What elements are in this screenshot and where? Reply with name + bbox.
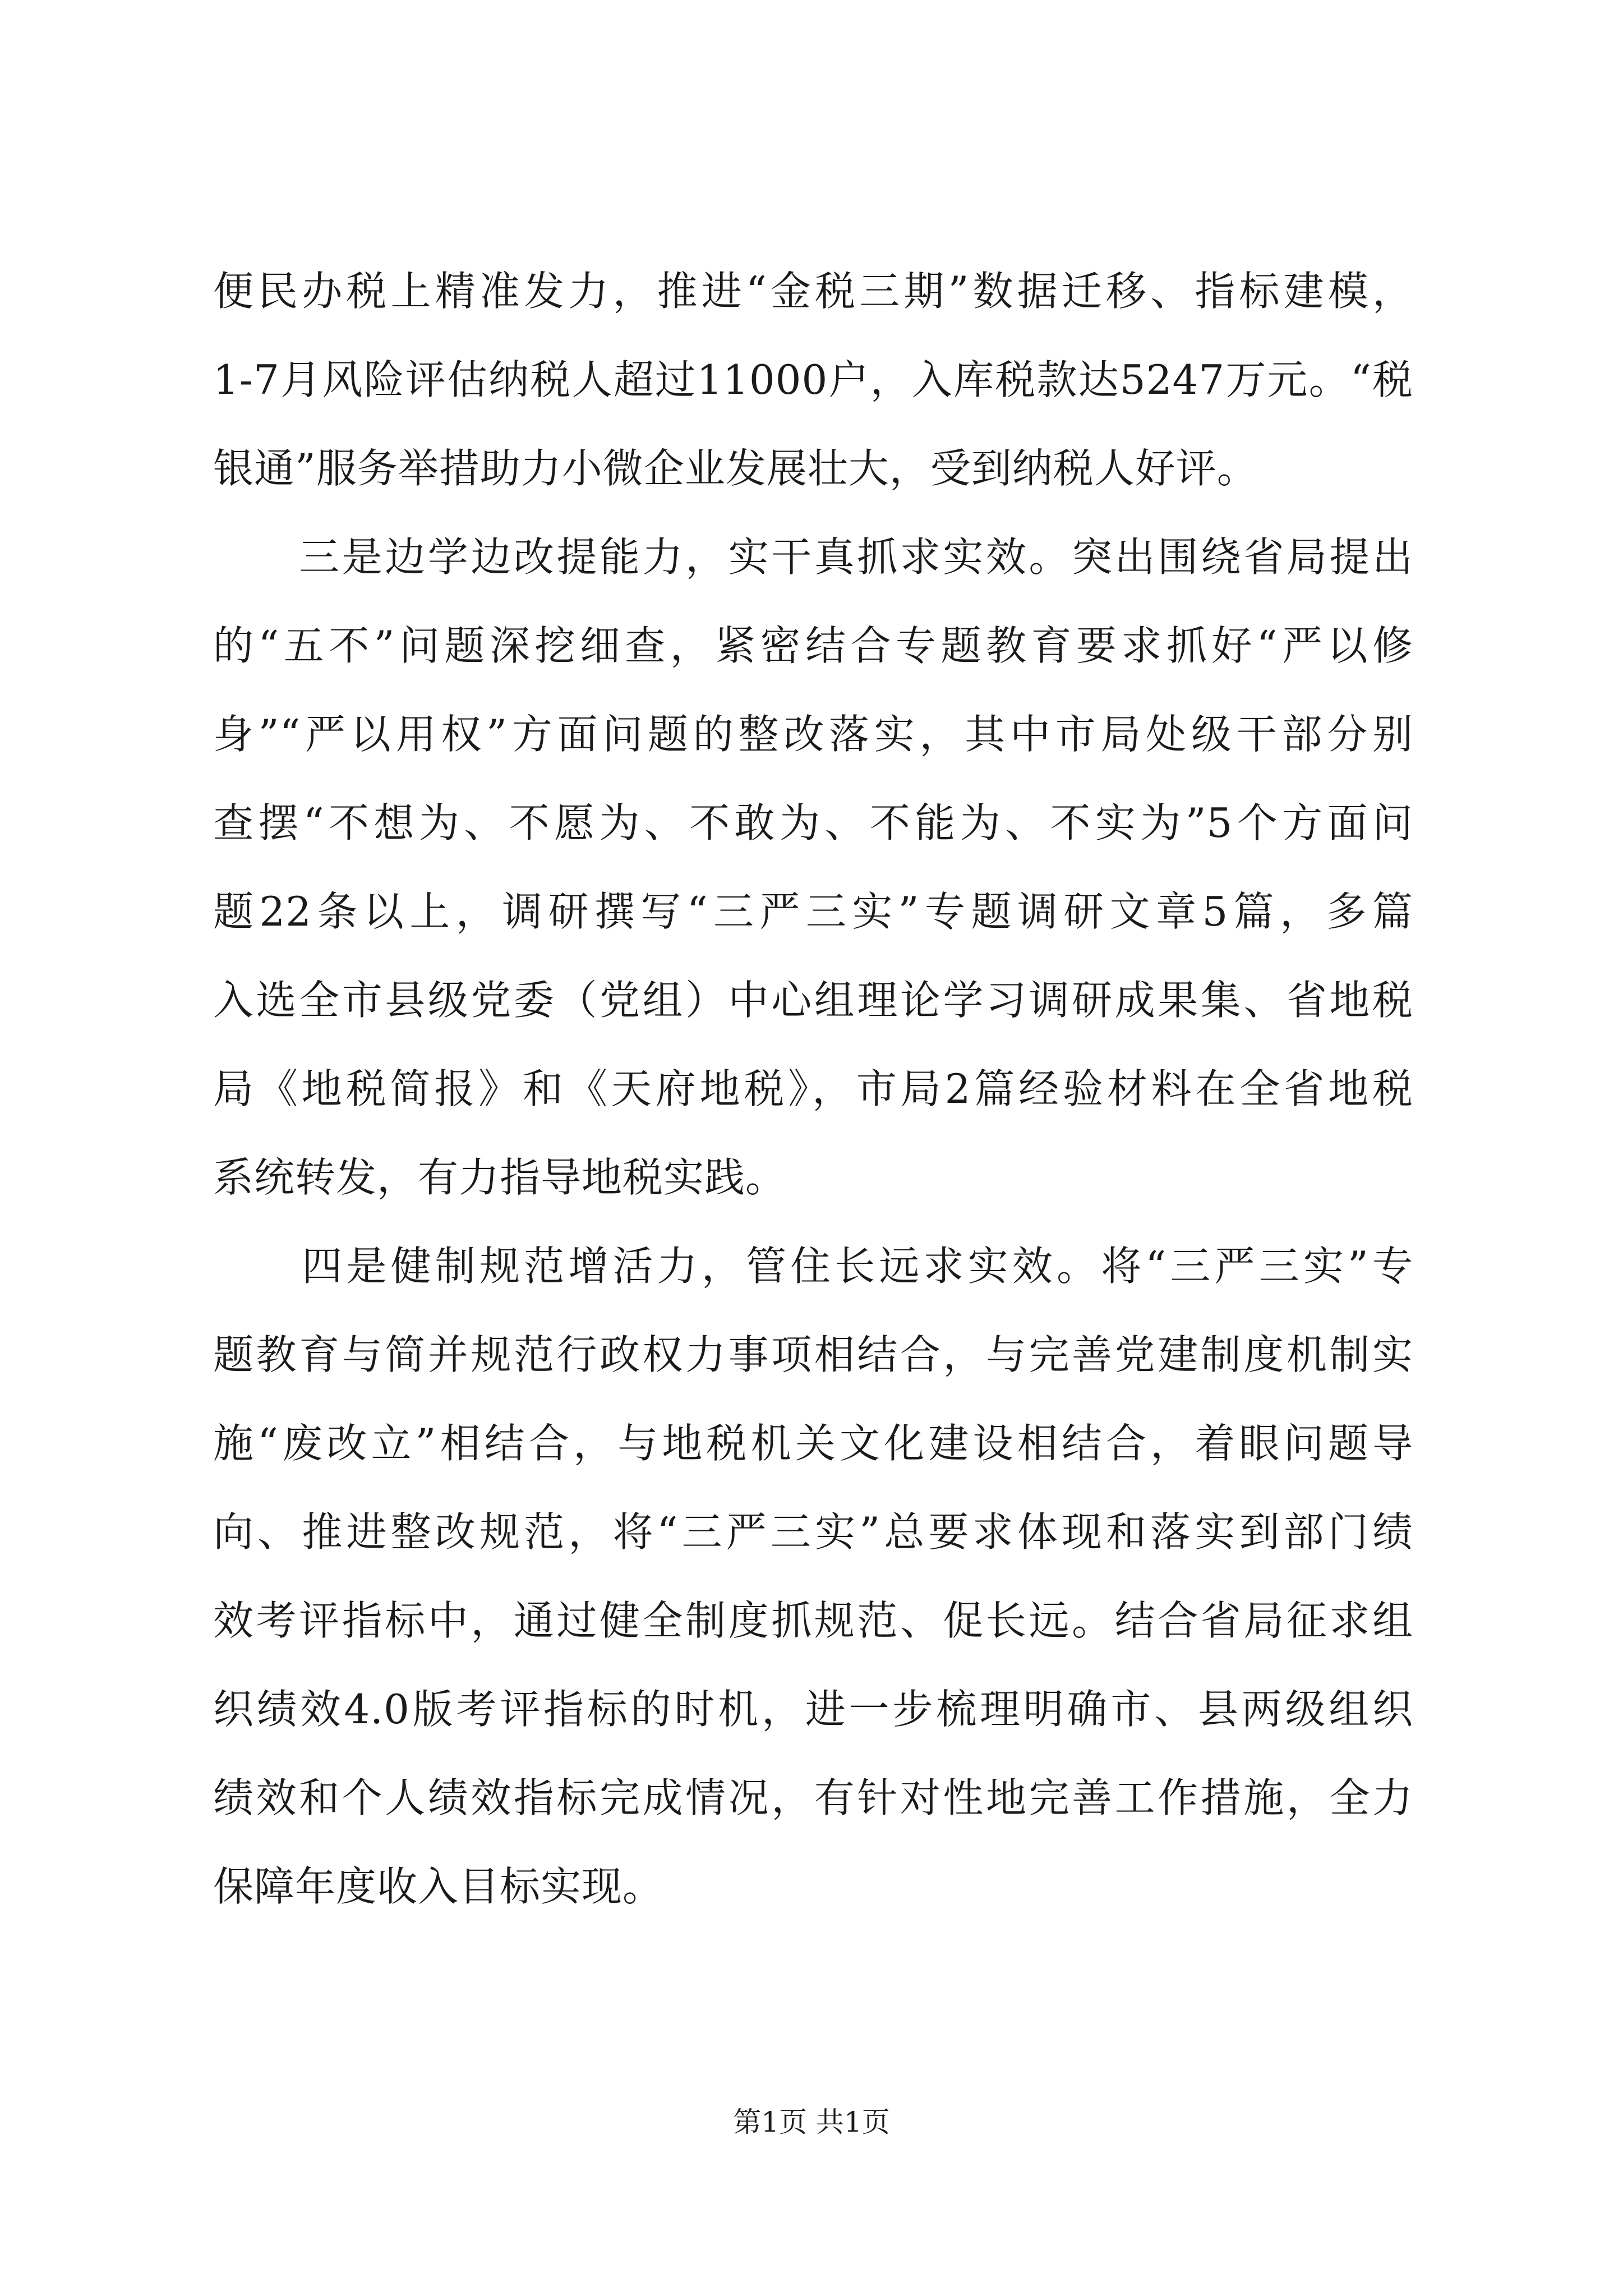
text-line: 织绩效4.0版考评指标的时机，进一步梳理明确市、县两级组织 [213, 1686, 1413, 1733]
text-line: 题教育与简并规范行政权力事项相结合，与完善党建制度机制实 [213, 1331, 1413, 1378]
text-line: 身”“严以用权”方面问题的整改落实，其中市局处级干部分别 [213, 711, 1413, 758]
document-body [213, 247, 1413, 1931]
text-line: 绩效和个人绩效指标完成情况，有针对性地完善工作措施，全力 [213, 1774, 1413, 1821]
text-line: 题22条以上，调研撰写“三严三实”专题调研文章5篇，多篇 [213, 888, 1413, 935]
text-line: 向、推进整改规范，将“三严三实”总要求体现和落实到部门绩 [213, 1508, 1413, 1556]
text-line: 查摆“不想为、不愿为、不敢为、不能为、不实为”5个方面问 [213, 799, 1413, 846]
text-line: 1-7月风险评估纳税人超过11000户，入库税款达5247万元。“税 [213, 356, 1413, 403]
text-line: 便民办税上精准发力，推进“金税三期”数据迁移、指标建模， [213, 268, 1413, 315]
text-line: 三是边学边改提能力，实干真抓求实效。突出围绕省局提出 [213, 533, 1413, 581]
text-line: 局《地税简报》和《天府地税》，市局2篇经验材料在全省地税 [213, 1065, 1413, 1112]
text-line: 四是健制规范增活力，管住长远求实效。将“三严三实”专 [213, 1243, 1413, 1290]
text-line: 系统转发，有力指导地税实践。 [213, 1154, 787, 1201]
text-line: 效考评指标中，通过健全制度抓规范、促长远。结合省局征求组 [213, 1597, 1413, 1644]
text-line: 施“废改立”相结合，与地税机关文化建设相结合，着眼问题导 [213, 1420, 1413, 1467]
text-line: 保障年度收入目标实现。 [213, 1863, 664, 1910]
text-line: 的“五不”问题深挖细查，紧密结合专题教育要求抓好“严以修 [213, 622, 1413, 669]
text-line: 入选全市县级党委（党组）中心组理论学习调研成果集、省地税 [213, 977, 1413, 1024]
page-footer: 第1页 共1页 [733, 2106, 890, 2138]
text-line: 银通”服务举措助力小微企业发展壮大，受到纳税人好评。 [213, 445, 1258, 492]
